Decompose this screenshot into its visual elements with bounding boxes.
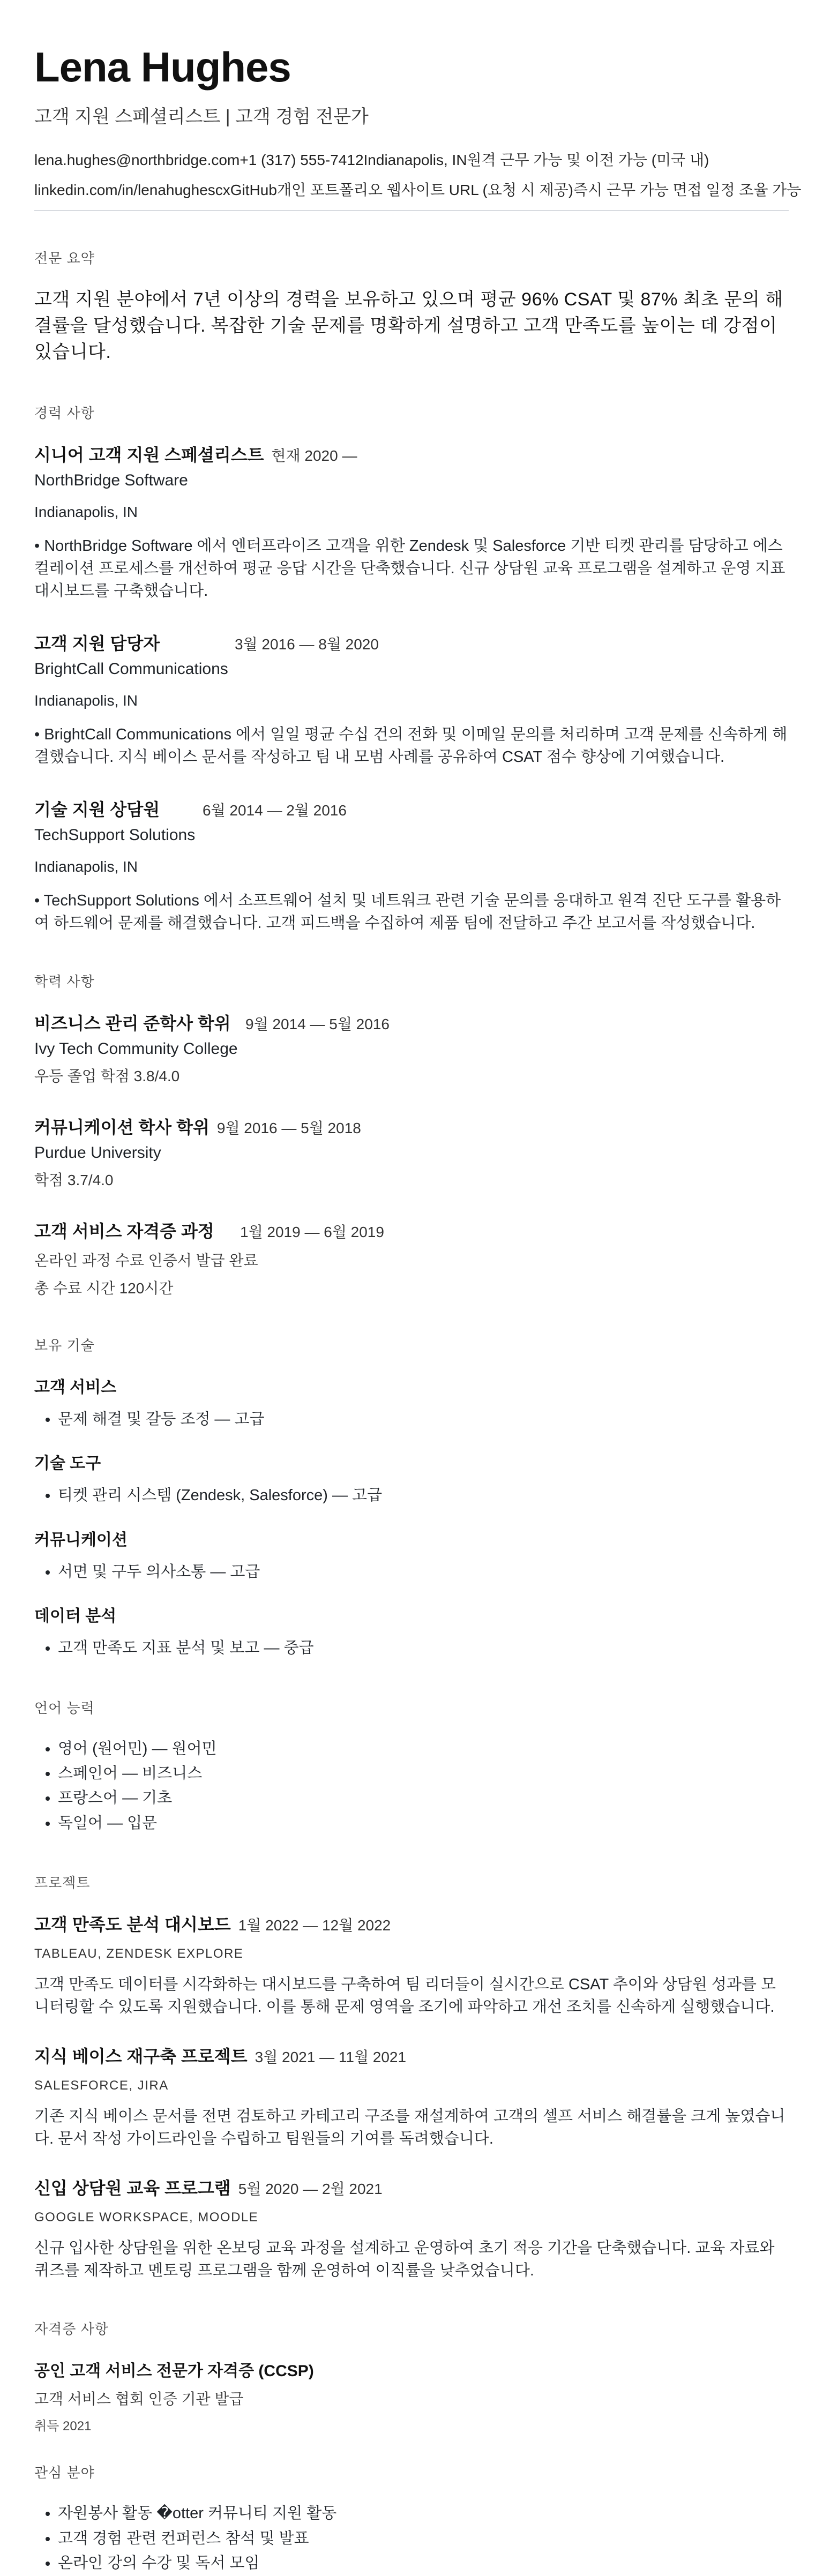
projects-section bbox=[34, 1872, 789, 2282]
project-title: 신입 상담원 교육 프로그램 bbox=[34, 2178, 231, 2198]
degree-details: 우등 졸업 학점 3.8/4.0 bbox=[34, 1068, 180, 1084]
contact-location: Indianapolis, IN bbox=[363, 152, 467, 168]
contact-github[interactable]: GitHub bbox=[230, 182, 277, 199]
degree-dates: 9월 2016 — 5월 2018 bbox=[216, 1120, 361, 1136]
degree-details: 학점 3.7/4.0 bbox=[34, 1172, 114, 1188]
experience-item bbox=[34, 441, 789, 602]
certifications-section bbox=[34, 2318, 789, 2434]
skill-item: • 문제 해결 및 갈등 조정 — 고급 bbox=[58, 1407, 789, 1432]
section-title-certifications: 자격증 사항 bbox=[34, 2321, 109, 2338]
skill-group bbox=[34, 1374, 789, 1432]
experience-item bbox=[34, 796, 789, 934]
summary-section bbox=[34, 248, 789, 366]
project-tech: GOOGLE WORKSPACE, MOODLE bbox=[34, 2210, 259, 2225]
job-title: 고객 지원 담당자 bbox=[34, 633, 160, 653]
skill-group-name: 고객 서비스 bbox=[34, 1379, 117, 1396]
skill-item: • 티켓 관리 시스템 (Zendesk, Salesforce) — 고급 bbox=[58, 1483, 789, 1508]
interest-item: • 고객 경험 관련 컨퍼런스 참석 및 발표 bbox=[58, 2526, 789, 2551]
skill-group bbox=[34, 1526, 789, 1584]
project-title: 고객 만족도 분석 대시보드 bbox=[34, 1915, 231, 1935]
education-item bbox=[34, 1114, 789, 1190]
languages-section bbox=[34, 1697, 789, 1836]
certification-item bbox=[34, 2357, 789, 2434]
job-location: Indianapolis, IN bbox=[34, 858, 138, 875]
skill-item: • 고객 만족도 지표 분석 및 보고 — 중급 bbox=[58, 1636, 789, 1660]
degree-details-extra: 총 수료 시간 120시간 bbox=[34, 1280, 174, 1297]
section-title-education: 학력 사항 bbox=[34, 974, 95, 990]
section-title-skills: 보유 기술 bbox=[34, 1337, 95, 1353]
school-name: Ivy Tech Community College bbox=[34, 1040, 238, 1058]
degree-details: 온라인 과정 수료 인증서 발급 완료 bbox=[34, 1252, 258, 1269]
job-dates: 3월 2016 — 8월 2020 bbox=[235, 635, 379, 653]
language-item: • 독일어 — 입문 bbox=[58, 1811, 789, 1836]
section-title-projects: 프로젝트 bbox=[34, 1875, 91, 1891]
project-item bbox=[34, 2175, 789, 2282]
interest-item: • 온라인 강의 수강 및 독서 모임 bbox=[58, 2551, 789, 2575]
job-location: Indianapolis, IN bbox=[34, 503, 138, 520]
skill-group bbox=[34, 1450, 789, 1508]
project-tech: SALESFORCE, JIRA bbox=[34, 2078, 169, 2093]
language-item: • 영어 (원어민) — 원어민 bbox=[58, 1736, 789, 1761]
job-title: 시니어 고객 지원 스페셜리스트 bbox=[34, 445, 264, 465]
certification-date: 취득 2021 bbox=[34, 2419, 92, 2434]
skill-group-name: 기술 도구 bbox=[34, 1455, 101, 1473]
interests-section bbox=[34, 2462, 789, 2575]
job-company: TechSupport Solutions bbox=[34, 826, 196, 844]
interest-list bbox=[34, 2501, 789, 2575]
education-section bbox=[34, 971, 789, 1298]
project-description: 고객 만족도 데이터를 시각화하는 대시보드를 구축하여 팀 리더들이 실시간으로 CSAT 추이와 상담원 성과를 모니터링할 수 있도록 지원했습니다. 이를 통해 문제 영역을 조기에 파악하고 개선 조치를 신속하게 실행했습니다. bbox=[34, 1976, 776, 2016]
section-title-languages: 언어 능력 bbox=[34, 1699, 95, 1716]
contact-line-2 bbox=[34, 181, 802, 200]
resume-header bbox=[34, 43, 802, 211]
degree-title: 고객 서비스 자격증 과정 bbox=[34, 1222, 214, 1241]
job-description: • BrightCall Communications 에서 일일 평균 수십 건의 전화 및 이메일 문의를 처리하며 고객 문제를 신속하게 해결했습니다. 지식 베이스 문서를 작성하고 팀 내 모범 사례를 공유하여 CSAT 점수 향상에 기여했습니다. bbox=[34, 725, 788, 766]
school-name: Purdue University bbox=[34, 1144, 161, 1162]
certification-issuer: 고객 서비스 협회 인증 기관 발급 bbox=[34, 2391, 244, 2408]
project-item bbox=[34, 1911, 789, 2018]
section-title-interests: 관심 분야 bbox=[34, 2465, 95, 2481]
job-company: NorthBridge Software bbox=[34, 471, 188, 489]
project-dates: 1월 2022 — 12월 2022 bbox=[238, 1917, 391, 1934]
project-dates: 5월 2020 — 2월 2021 bbox=[238, 2181, 383, 2198]
section-title-experience: 경력 사항 bbox=[34, 405, 95, 421]
job-company: BrightCall Communications bbox=[34, 660, 228, 678]
experience-section bbox=[34, 402, 789, 934]
contact-email[interactable]: lena.hughes@northbridge.com bbox=[34, 152, 240, 168]
degree-title: 비즈니스 관리 준학사 학위 bbox=[34, 1014, 231, 1033]
job-description: • TechSupport Solutions 에서 소프트웨어 설치 및 네트워크 관련 기술 문의를 응대하고 원격 진단 도구를 활용하여 하드웨어 문제를 해결했습니다. 고객 피드백을 수집하여 제품 팀에 전달하고 주간 보고서를 작성했습니다. bbox=[34, 892, 781, 932]
project-tech: TABLEAU, ZENDESK EXPLORE bbox=[34, 1946, 244, 1961]
language-item: • 프랑스어 — 기초 bbox=[58, 1786, 789, 1810]
education-item bbox=[34, 1218, 789, 1298]
contact-line-1 bbox=[34, 151, 789, 170]
contact-availability: 즉시 근무 가능 면접 일정 조율 가능 bbox=[573, 182, 802, 199]
contact-portfolio[interactable]: 개인 포트폴리오 웹사이트 URL (요청 시 제공) bbox=[276, 182, 574, 199]
skill-group-name: 데이터 분석 bbox=[34, 1607, 117, 1626]
skills-section bbox=[34, 1335, 789, 1661]
candidate-headline: 고객 지원 스페셜리스트 | 고객 경험 전문가 bbox=[34, 107, 369, 127]
job-dates: 6월 2014 — 2월 2016 bbox=[203, 802, 347, 819]
project-item bbox=[34, 2043, 789, 2150]
contact-linkedin[interactable]: linkedin.com/in/lenahughescx bbox=[34, 182, 230, 199]
certification-title: 공인 고객 서비스 전문가 자격증 (CCSP) bbox=[34, 2362, 314, 2380]
contact-phone[interactable]: +1 (317) 555-7412 bbox=[240, 152, 364, 168]
job-location: Indianapolis, IN bbox=[34, 692, 138, 709]
job-dates: 현재 2020 — bbox=[271, 447, 357, 464]
header-divider bbox=[34, 210, 789, 211]
skill-group-name: 커뮤니케이션 bbox=[34, 1531, 128, 1549]
experience-item bbox=[34, 630, 789, 768]
skill-group bbox=[34, 1602, 789, 1660]
job-description: • NorthBridge Software 에서 엔터프라이즈 고객을 위한 Zendesk 및 Salesforce 기반 티켓 관리를 담당하고 에스컬레이션 프로세스를 개선하여 평균 응답 시간을 단축했습니다. 신규 상담원 교육 프로그램을 설계하고 운영 지표 대시보드를 구축했습니다. bbox=[34, 537, 785, 600]
degree-title: 커뮤니케이션 학사 학위 bbox=[34, 1118, 210, 1137]
project-description: 기존 지식 베이스 문서를 전면 검토하고 카테고리 구조를 재설계하여 고객의 셀프 서비스 해결률을 크게 높였습니다. 문서 작성 가이드라인을 수립하고 팀원들의 기여를 독려했습니다. bbox=[34, 2108, 785, 2148]
project-dates: 3월 2021 — 11월 2021 bbox=[255, 2049, 407, 2066]
degree-dates: 1월 2019 — 6월 2019 bbox=[240, 1224, 384, 1240]
contact-extra: 원격 근무 가능 및 이전 가능 (미국 내) bbox=[467, 152, 709, 168]
job-title: 기술 지원 상담원 bbox=[34, 799, 160, 819]
language-item: • 스페인어 — 비즈니스 bbox=[58, 1761, 789, 1786]
project-description: 신규 입사한 상담원을 위한 온보딩 교육 과정을 설계하고 운영하여 초기 적응 기간을 단축했습니다. 교육 자료와 퀴즈를 제작하고 멘토링 프로그램을 함께 운영하여 이직률을 낮추었습니다. bbox=[34, 2240, 775, 2280]
section-title-summary: 전문 요약 bbox=[34, 250, 95, 266]
education-item bbox=[34, 1010, 789, 1086]
degree-dates: 9월 2014 — 5월 2016 bbox=[245, 1016, 390, 1032]
language-list bbox=[34, 1736, 789, 1836]
skill-item: • 서면 및 구두 의사소통 — 고급 bbox=[58, 1560, 789, 1584]
candidate-name: Lena Hughes bbox=[34, 43, 291, 91]
summary-text: 고객 지원 분야에서 7년 이상의 경력을 보유하고 있으며 평균 96% CSAT 및 87% 최초 문의 해결률을 달성했습니다. 복잡한 기술 문제를 명확하게 설명하고 고객 만족도를 높이는 데 강점이 있습니다. bbox=[34, 289, 783, 363]
project-title: 지식 베이스 재구축 프로젝트 bbox=[34, 2047, 248, 2066]
interest-item: • 자원봉사 활동 �otter 커뮤니티 지원 활동 bbox=[58, 2501, 789, 2526]
